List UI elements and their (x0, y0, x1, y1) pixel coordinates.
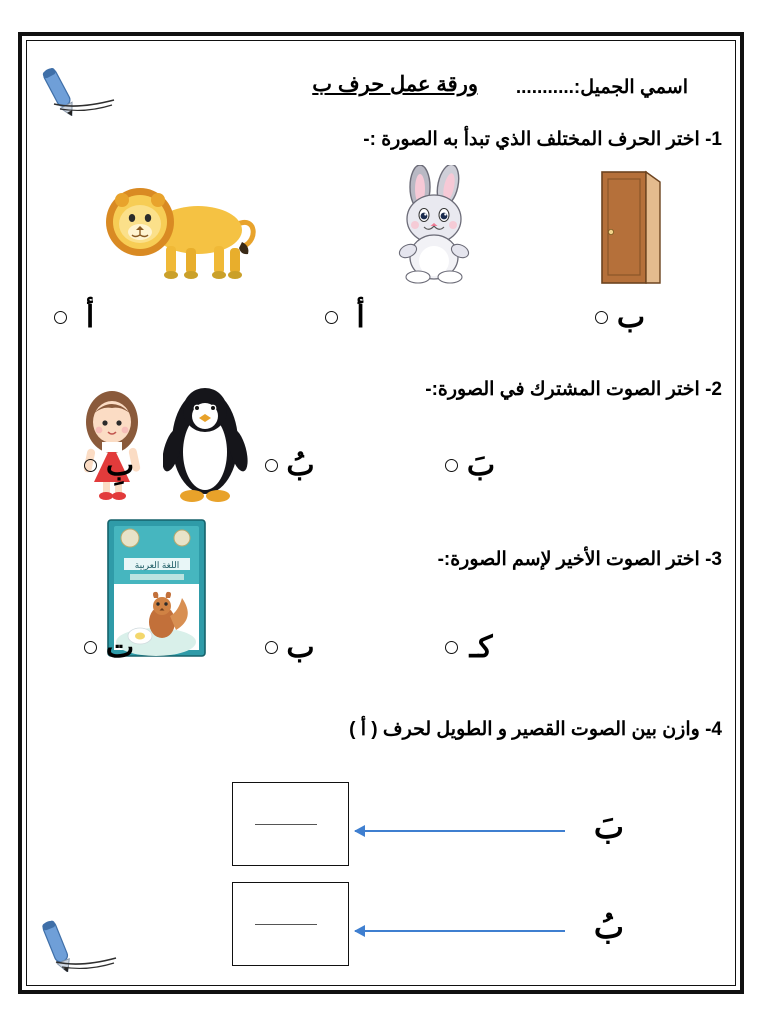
answer-box-1[interactable] (232, 782, 349, 866)
option-letter: ت (105, 631, 135, 664)
option-q2-1[interactable] (439, 448, 498, 483)
option-circle[interactable] (84, 641, 97, 654)
page-title: ورقة عمل حرف ب (312, 73, 478, 96)
option-q3-2[interactable] (259, 630, 318, 665)
question-3-text: 3- اختر الصوت الأخير لإسم الصورة:- (437, 549, 722, 570)
option-letter: ب (286, 631, 315, 664)
question-1-options (48, 300, 648, 335)
option-letter: بُ (286, 449, 315, 482)
question-3-options (78, 630, 498, 665)
option-q3-3[interactable] (78, 630, 137, 665)
worksheet-header (68, 60, 728, 120)
rabbit-image (370, 165, 500, 285)
option-letter: كـ (469, 631, 493, 664)
question-1-text: 1- اختر الحرف المختلف الذي تبدأ به الصورة :- (363, 129, 722, 150)
option-circle[interactable] (445, 459, 458, 472)
answer-write-line (255, 824, 317, 825)
student-name-field[interactable]: اسمي الجميل:........... (515, 77, 688, 98)
option-q2-2[interactable] (259, 448, 318, 483)
arrow-left-icon (355, 830, 565, 832)
option-q3-1[interactable] (439, 630, 498, 665)
option-letter: أ (85, 301, 95, 334)
option-q2-3[interactable] (78, 448, 137, 483)
pen-icon (36, 912, 126, 972)
option-letter: بَ (466, 449, 496, 482)
question-4-text: 4- وازن بين الصوت القصير و الطويل لحرف ( أ ) (349, 719, 722, 740)
option-circle[interactable] (84, 459, 97, 472)
lion-image (88, 168, 263, 283)
option-letter: أ (356, 301, 365, 334)
girl-image (70, 382, 155, 502)
option-circle[interactable] (54, 311, 67, 324)
svg-text:اللغة العربية: اللغة العربية (134, 560, 180, 570)
q4-letter-2: بُ (593, 909, 624, 945)
answer-write-line (255, 924, 317, 925)
question-2-text: 2- اختر الصوت المشترك في الصورة:- (425, 379, 722, 400)
option-circle[interactable] (445, 641, 458, 654)
answer-box-2[interactable] (232, 882, 349, 966)
door-image (596, 170, 666, 285)
option-q1-1[interactable] (589, 300, 648, 335)
option-q1-2[interactable] (319, 300, 378, 335)
option-letter: بِ (105, 449, 135, 482)
option-circle[interactable] (595, 311, 608, 324)
option-q1-3[interactable] (48, 300, 107, 335)
option-circle[interactable] (265, 459, 278, 472)
arrow-left-icon (355, 930, 565, 932)
option-letter: ب (616, 301, 646, 334)
q4-letter-1: بَ (593, 809, 624, 845)
option-circle[interactable] (325, 311, 338, 324)
penguin-image (163, 380, 248, 505)
question-2-options (78, 448, 498, 483)
option-circle[interactable] (265, 641, 278, 654)
